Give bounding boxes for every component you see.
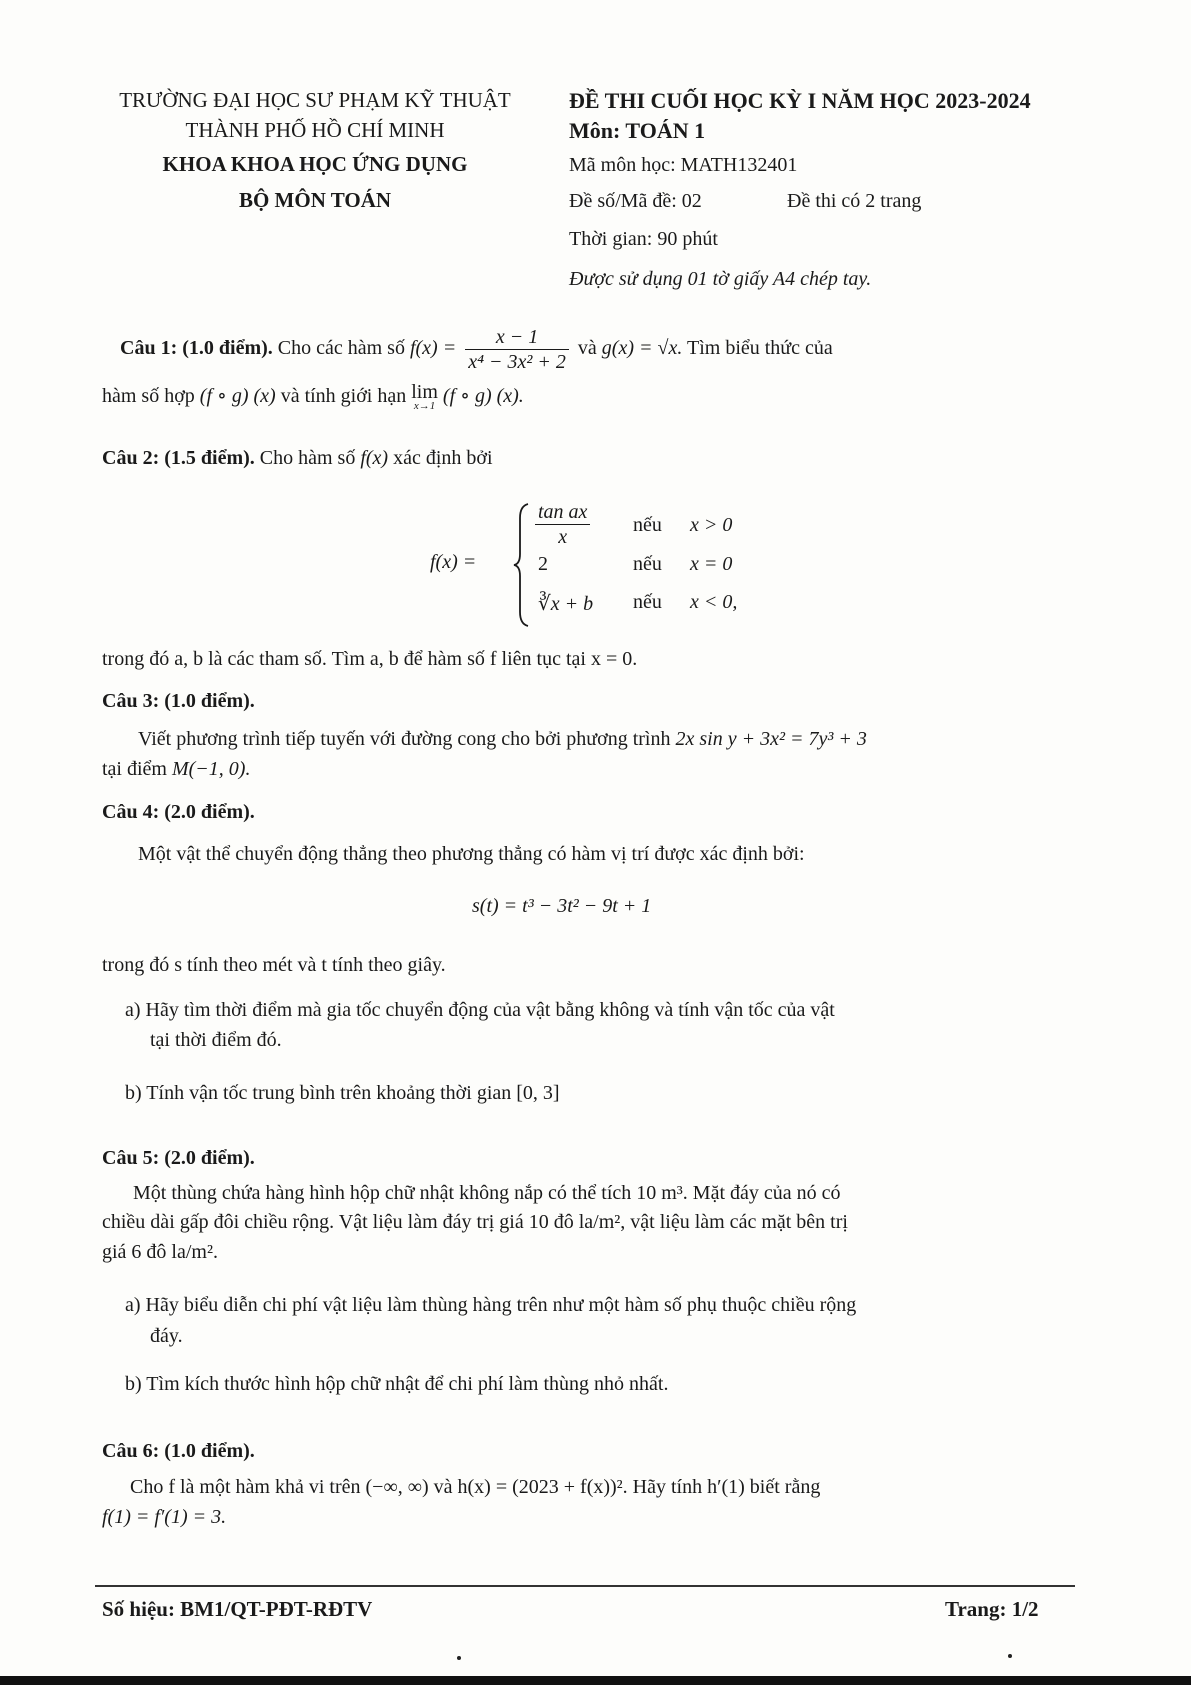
q3-line2 [102, 758, 250, 781]
cond2: x = 0 [690, 553, 733, 575]
university-name: TRƯỜNG ĐẠI HỌC SƯ PHẠM KỸ THUẬT [119, 88, 511, 112]
scan-border [0, 1676, 1191, 1685]
lim-subscript: x→1 [413, 400, 436, 412]
q5-part-b: b) Tìm kích thước hình hộp chữ nhật để chi phí làm thùng nhỏ nhất. [125, 1373, 669, 1395]
text: Cho hàm số [259, 447, 356, 469]
position-function: s(t) = t³ − 3t² − 9t + 1 [472, 895, 652, 917]
text: Tìm biểu thức của [686, 337, 833, 360]
q4-part-b: b) Tính vận tốc trung bình trên khoảng thời gian [0, 3] [125, 1082, 560, 1104]
equation: 2x sin y + 3x² = 7y³ + 3 [675, 728, 867, 750]
brace [512, 502, 530, 628]
q5-line3: giá 6 đô la/m². [102, 1241, 218, 1263]
numerator: tan ax [535, 500, 590, 525]
scan-speck [1008, 1654, 1012, 1658]
denominator: x⁴ − 3x² + 2 [468, 351, 566, 373]
q1-label: Câu 1: (1.0 điểm). [120, 337, 273, 360]
case2: 2 [538, 553, 548, 575]
cond1: x > 0 [690, 514, 733, 536]
q5-part-a: a) Hãy biểu diễn chi phí vật liệu làm thùng hàng trên như một hàm số phụ thuộc chiều rộng [125, 1294, 857, 1316]
q4-part-a-cont: tại thời điểm đó. [150, 1029, 282, 1051]
form-code: Số hiệu: BM1/QT-PĐT-RĐTV [102, 1597, 373, 1621]
q2-line1 [102, 447, 493, 470]
q1-line1 [120, 325, 833, 374]
math: (f ∘ g) (x). [442, 385, 524, 407]
q1-line2 [102, 383, 524, 411]
fraction [465, 325, 569, 374]
cond3: x < 0, [690, 591, 738, 613]
text: hàm số hợp [102, 385, 195, 407]
exam-number: Đề số/Mã đề: 02 [569, 190, 702, 212]
q5-line1: Một thùng chứa hàng hình hộp chữ nhật không nắp có thể tích 10 m³. Mặt đáy của nó có [133, 1182, 841, 1204]
duration: Thời gian: 90 phút [569, 228, 718, 250]
point: M(−1, 0). [171, 758, 251, 780]
faculty-name: KHOA KHOA HỌC ỨNG DỤNG [162, 152, 468, 176]
q3-label: Câu 3: (1.0 điểm). [102, 690, 255, 712]
footer-rule [95, 1585, 1075, 1587]
lhs: f(x) = [430, 551, 477, 573]
limit [411, 383, 438, 411]
course-code: Mã môn học: MATH132401 [569, 154, 798, 176]
denominator: x [558, 526, 568, 548]
text: và tính giới hạn [280, 385, 407, 407]
lim: lim [411, 381, 438, 403]
department-name: BỘ MÔN TOÁN [238, 188, 392, 212]
case3: ∛x + b [538, 593, 594, 615]
q2-label: Câu 2: (1.5 điểm). [102, 447, 255, 469]
q6-line2: f(1) = f′(1) = 3. [102, 1506, 227, 1528]
text: và [577, 337, 597, 360]
q5-label: Câu 5: (2.0 điểm). [102, 1147, 255, 1169]
text: tại điểm [102, 758, 167, 780]
q4-part-a: a) Hãy tìm thời điểm mà gia tốc chuyển động của vật bằng không và tính vận tốc của vật [125, 999, 835, 1021]
q4-units: trong đó s tính theo mét và t tính theo giây. [102, 954, 446, 976]
if: nếu [633, 514, 662, 536]
if: nếu [633, 553, 662, 575]
math: g(x) = √x. [601, 337, 683, 360]
q3-line1 [138, 728, 867, 751]
allowed-materials: Được sử dụng 01 tờ giấy A4 chép tay. [569, 268, 872, 290]
page-number: Trang: 1/2 [945, 1597, 1039, 1621]
math: f(x) = [409, 337, 457, 360]
numerator: x − 1 [465, 325, 569, 350]
q4-label: Câu 4: (2.0 điểm). [102, 801, 255, 823]
scan-speck [457, 1656, 461, 1660]
page-count: Đề thi có 2 trang [787, 190, 922, 212]
q2-question: trong đó a, b là các tham số. Tìm a, b để hàm số f liên tục tại x = 0. [102, 648, 638, 670]
city-name: THÀNH PHỐ HỒ CHÍ MINH [185, 118, 445, 142]
q5-part-a-cont: đáy. [150, 1325, 183, 1347]
q5-line2: chiều dài gấp đôi chiều rộng. Vật liệu làm đáy trị giá 10 đô la/m², vật liệu làm các mặt bên trị [102, 1211, 848, 1233]
math: (f ∘ g) (x) [199, 385, 276, 407]
fraction [535, 500, 590, 549]
subject: Môn: TOÁN 1 [569, 118, 706, 143]
if: nếu [633, 591, 662, 613]
q4-text: Một vật thể chuyển động thẳng theo phương thẳng có hàm vị trí được xác định bởi: [138, 843, 805, 865]
q6-label: Câu 6: (1.0 điểm). [102, 1440, 255, 1462]
math: f(x) [360, 447, 389, 469]
exam-title: ĐỀ THI CUỐI HỌC KỲ I NĂM HỌC 2023-2024 [569, 88, 1031, 113]
q6-line1: Cho f là một hàm khả vi trên (−∞, ∞) và h(x) = (2023 + f(x))². Hãy tính h′(1) biết rằng [130, 1476, 821, 1498]
text: Viết phương trình tiếp tuyến với đường cong cho bởi phương trình [138, 728, 671, 750]
text: xác định bởi [393, 447, 493, 469]
text: Cho các hàm số [277, 337, 405, 360]
